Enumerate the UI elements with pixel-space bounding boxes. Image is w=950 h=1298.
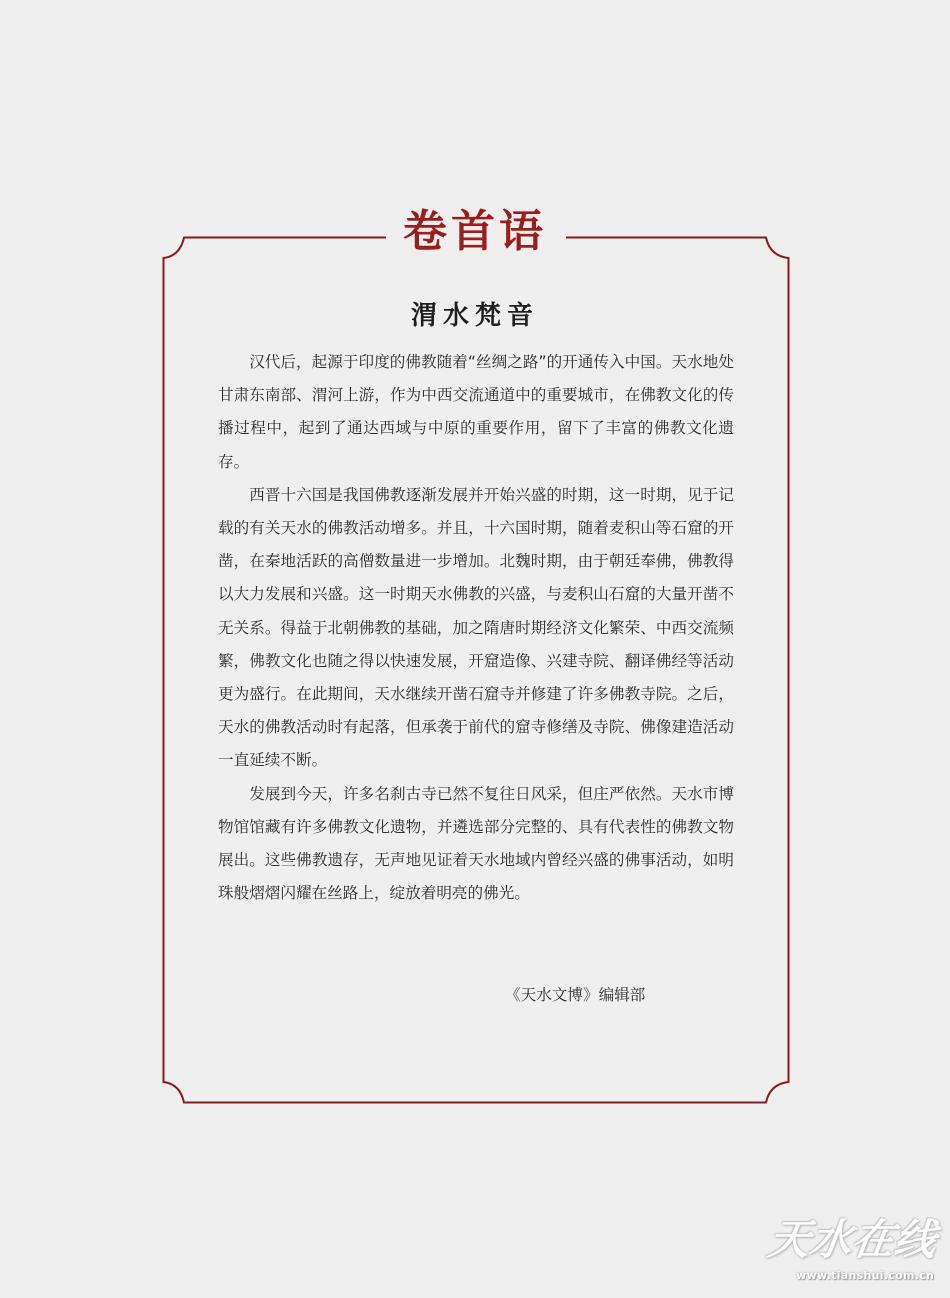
paragraph: 西晋十六国是我国佛教逐渐发展并开始兴盛的时期，这一时期，见于记载的有关天水的佛教活动增多。并且，十六国时期，随着麦积山等石窟的开凿，在秦地活跃的高僧数量进一步增加。北魏时期，由于朝廷奉佛，佛教得以大力发展和兴盛。这一时期天水佛教的兴盛，与麦积山石窟的大量开凿不无关系。得益于北朝佛教的基础，加之隋唐时期经济文化繁荣、中西交流频繁，佛教文化也随之得以快速发展，开窟造像、兴建寺院、翻译佛经等活动更为盛行。在此期间，天水继续开凿石窟寺并修建了许多佛教寺院。之后，天水的佛教活动时有起落，但承袭于前代的窟寺修缮及寺院、佛像建造活动一直延续不断。 (218, 485, 734, 770)
editorial-signature: 《天水文博》编辑部 (505, 986, 646, 1004)
watermark-logo: 天水在线 (764, 1215, 940, 1264)
paragraph: 发展到今天，许多名刹古寺已然不复往日风采，但庄严依然。天水市博物馆馆藏有许多佛教文化遗物，并遴选部分完整的、具有代表性的佛教文物展出。这些佛教遗存，无声地见证着天水地域内曾经兴盛的佛事活动，如明珠般熠熠闪耀在丝路上，绽放着明亮的佛光。 (218, 784, 734, 903)
article-body (218, 346, 734, 910)
site-watermark (764, 1212, 944, 1298)
article-title: 渭水梵音 (410, 301, 539, 331)
watermark-url: www.tianshui.com.cn (796, 1269, 935, 1282)
section-heading: 卷首语 (403, 206, 547, 257)
paragraph: 汉代后，起源于印度的佛教随着“丝绸之路”的开通传入中国。天水地处甘肃东南部、渭河上游，作为中西交流通道中的重要城市，在佛教文化的传播过程中，起到了通达西域与中原的重要作用，留下了丰富的佛教文化遗存。 (218, 353, 734, 471)
